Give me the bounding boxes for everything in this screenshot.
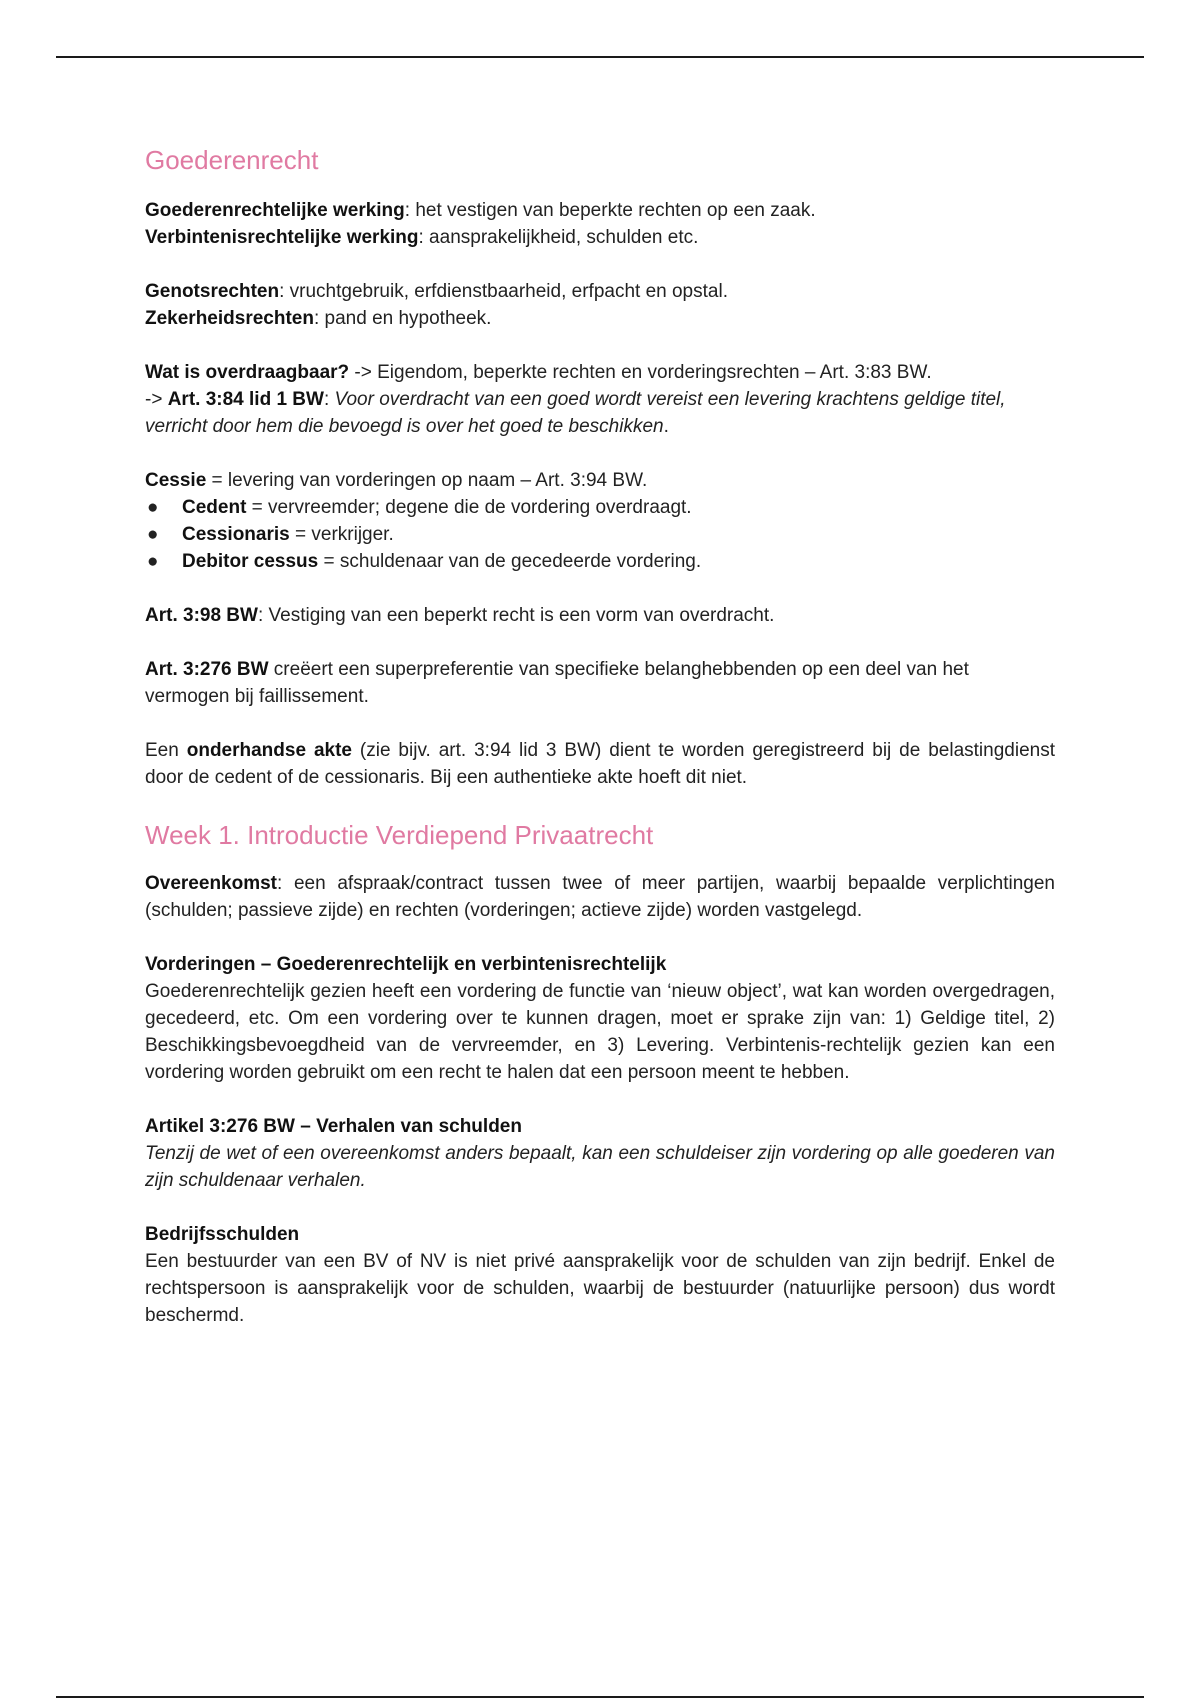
term: Cessie — [145, 470, 207, 491]
article-ref: Art. 3:84 lid 1 BW — [167, 389, 324, 410]
bottom-rule — [56, 1696, 1144, 1698]
paragraph-vorderingen — [145, 951, 1055, 1086]
paragraph-bedrijfsschulden — [145, 1221, 1055, 1329]
subheading: Vorderingen – Goederenrechtelijk en verbintenisrechtelijk — [145, 954, 667, 975]
paragraph-onderhandse-akte — [145, 737, 1055, 791]
term: Cessionaris — [182, 524, 290, 545]
term: Wat is overdraagbaar? — [145, 362, 350, 383]
document-body — [145, 143, 1055, 1356]
definition-line — [145, 467, 1055, 494]
article-quote: Voor overdracht van een goed wordt vereist een levering krachtens geldige titel, verricht door hem die bevoegd is over het goed te beschikken — [145, 389, 1006, 437]
paragraph-art-3-98 — [145, 602, 1055, 629]
term: Debitor cessus — [182, 551, 319, 572]
section-heading-goederenrecht: Goederenrecht — [145, 145, 319, 175]
definition-line — [145, 305, 1055, 332]
arrow-prefix: -> — [145, 389, 168, 410]
subheading: Artikel 3:276 BW – Verhalen van schulden — [145, 1116, 522, 1137]
bullet-icon: ● — [147, 524, 159, 545]
definition-line — [145, 278, 1055, 305]
term: onderhandse akte — [186, 740, 352, 761]
text-prefix: Een — [145, 740, 187, 761]
paragraph-werking — [145, 197, 1055, 251]
paragraph-text: Een bestuurder van een BV of NV is niet privé aansprakelijk voor de schulden van zijn bedrijf. Enkel de rechtspersoon is aansprakelijk voor de schulden, waarbij de bestuurder (natuurlijke persoon) dus wordt beschermd. — [145, 1251, 1055, 1326]
paragraph-overeenkomst — [145, 870, 1055, 924]
definition-text: : aansprakelijkheid, schulden etc. — [418, 227, 699, 248]
colon: : — [323, 389, 335, 410]
list-item — [145, 494, 1055, 521]
term: Genotsrechten — [145, 281, 280, 302]
term: Overeenkomst — [145, 873, 278, 894]
period: . — [663, 416, 669, 437]
article-ref: Art. 3:276 BW — [145, 659, 269, 680]
definition-text: : vruchtgebruik, erfdienstbaarheid, erfpacht en opstal. — [279, 281, 728, 302]
definition-text: = vervreemder; degene die de vordering overdraagt. — [246, 497, 692, 518]
section-heading-week-1: Week 1. Introductie Verdiepend Privaatrecht — [145, 820, 654, 850]
article-quote: Tenzij de wet of een overeenkomst anders bepaalt, kan een schuldeiser zijn vordering op alle goederen van zijn schuldenaar verhalen. — [145, 1143, 1055, 1191]
paragraph-artikel-3-276 — [145, 1113, 1055, 1194]
article-line — [145, 386, 1055, 440]
term: Zekerheidsrechten — [145, 308, 314, 329]
definition-text: : een afspraak/contract tussen twee of meer partijen, waarbij bepaalde verplichtingen (schulden; passieve zijde) en rechten (vorderingen; actieve zijde) worden vastgelegd. — [145, 873, 1055, 921]
paragraph-art-3-276 — [145, 656, 1055, 710]
term: Cedent — [182, 497, 247, 518]
term: Verbintenisrechtelijke werking — [145, 227, 419, 248]
article-ref: Art. 3:98 BW — [145, 605, 258, 626]
definition-text: = schuldenaar van de gecedeerde vordering. — [318, 551, 702, 572]
definition-text: = levering van vorderingen op naam – Art. 3:94 BW. — [206, 470, 648, 491]
bullet-icon: ● — [147, 551, 159, 572]
paragraph-rechten — [145, 278, 1055, 332]
paragraph-text: (zie bijv. art. 3:94 lid 3 BW) dient te worden geregistreerd bij de belastingdienst door de cedent of de cessionaris. Bij een authentieke akte hoeft dit niet. — [145, 740, 1055, 788]
definition-text: = verkrijger. — [289, 524, 394, 545]
list-item — [145, 521, 1055, 548]
definition-text: : pand en hypotheek. — [313, 308, 492, 329]
subheading: Bedrijfsschulden — [145, 1224, 300, 1245]
term: Goederenrechtelijke werking — [145, 200, 405, 221]
bullet-icon: ● — [147, 497, 159, 518]
definition-line — [145, 197, 1055, 224]
paragraph-overdraagbaar — [145, 359, 1055, 440]
definition-text: : het vestigen van beperkte rechten op een zaak. — [404, 200, 816, 221]
paragraph-text: Goederenrechtelijk gezien heeft een vordering de functie van ‘nieuw object’, wat kan worden overgedragen, gecedeerd, etc. Om een vordering over te kunnen dragen, moet er sprake zijn van: 1) Geldige titel, 2) Beschikkingsbevoegdheid van de vervreemder, en 3) Levering. Verbintenis-rechtelijk gezien kan een vordering worden gebruikt om een recht te halen dat een persoon meent te hebben. — [145, 981, 1055, 1083]
top-rule — [56, 56, 1144, 58]
cessie-bullet-list — [145, 494, 1055, 575]
article-text: creëert een superpreferentie van specifieke belanghebbenden op een deel van het vermogen bij faillissement. — [145, 659, 969, 707]
article-text: : Vestiging van een beperkt recht is een vorm van overdracht. — [257, 605, 775, 626]
list-item — [145, 548, 1055, 575]
paragraph-cessie — [145, 467, 1055, 494]
question-line — [145, 359, 1055, 386]
answer-text: -> Eigendom, beperkte rechten en vorderingsrechten – Art. 3:83 BW. — [349, 362, 932, 383]
definition-line — [145, 224, 1055, 251]
